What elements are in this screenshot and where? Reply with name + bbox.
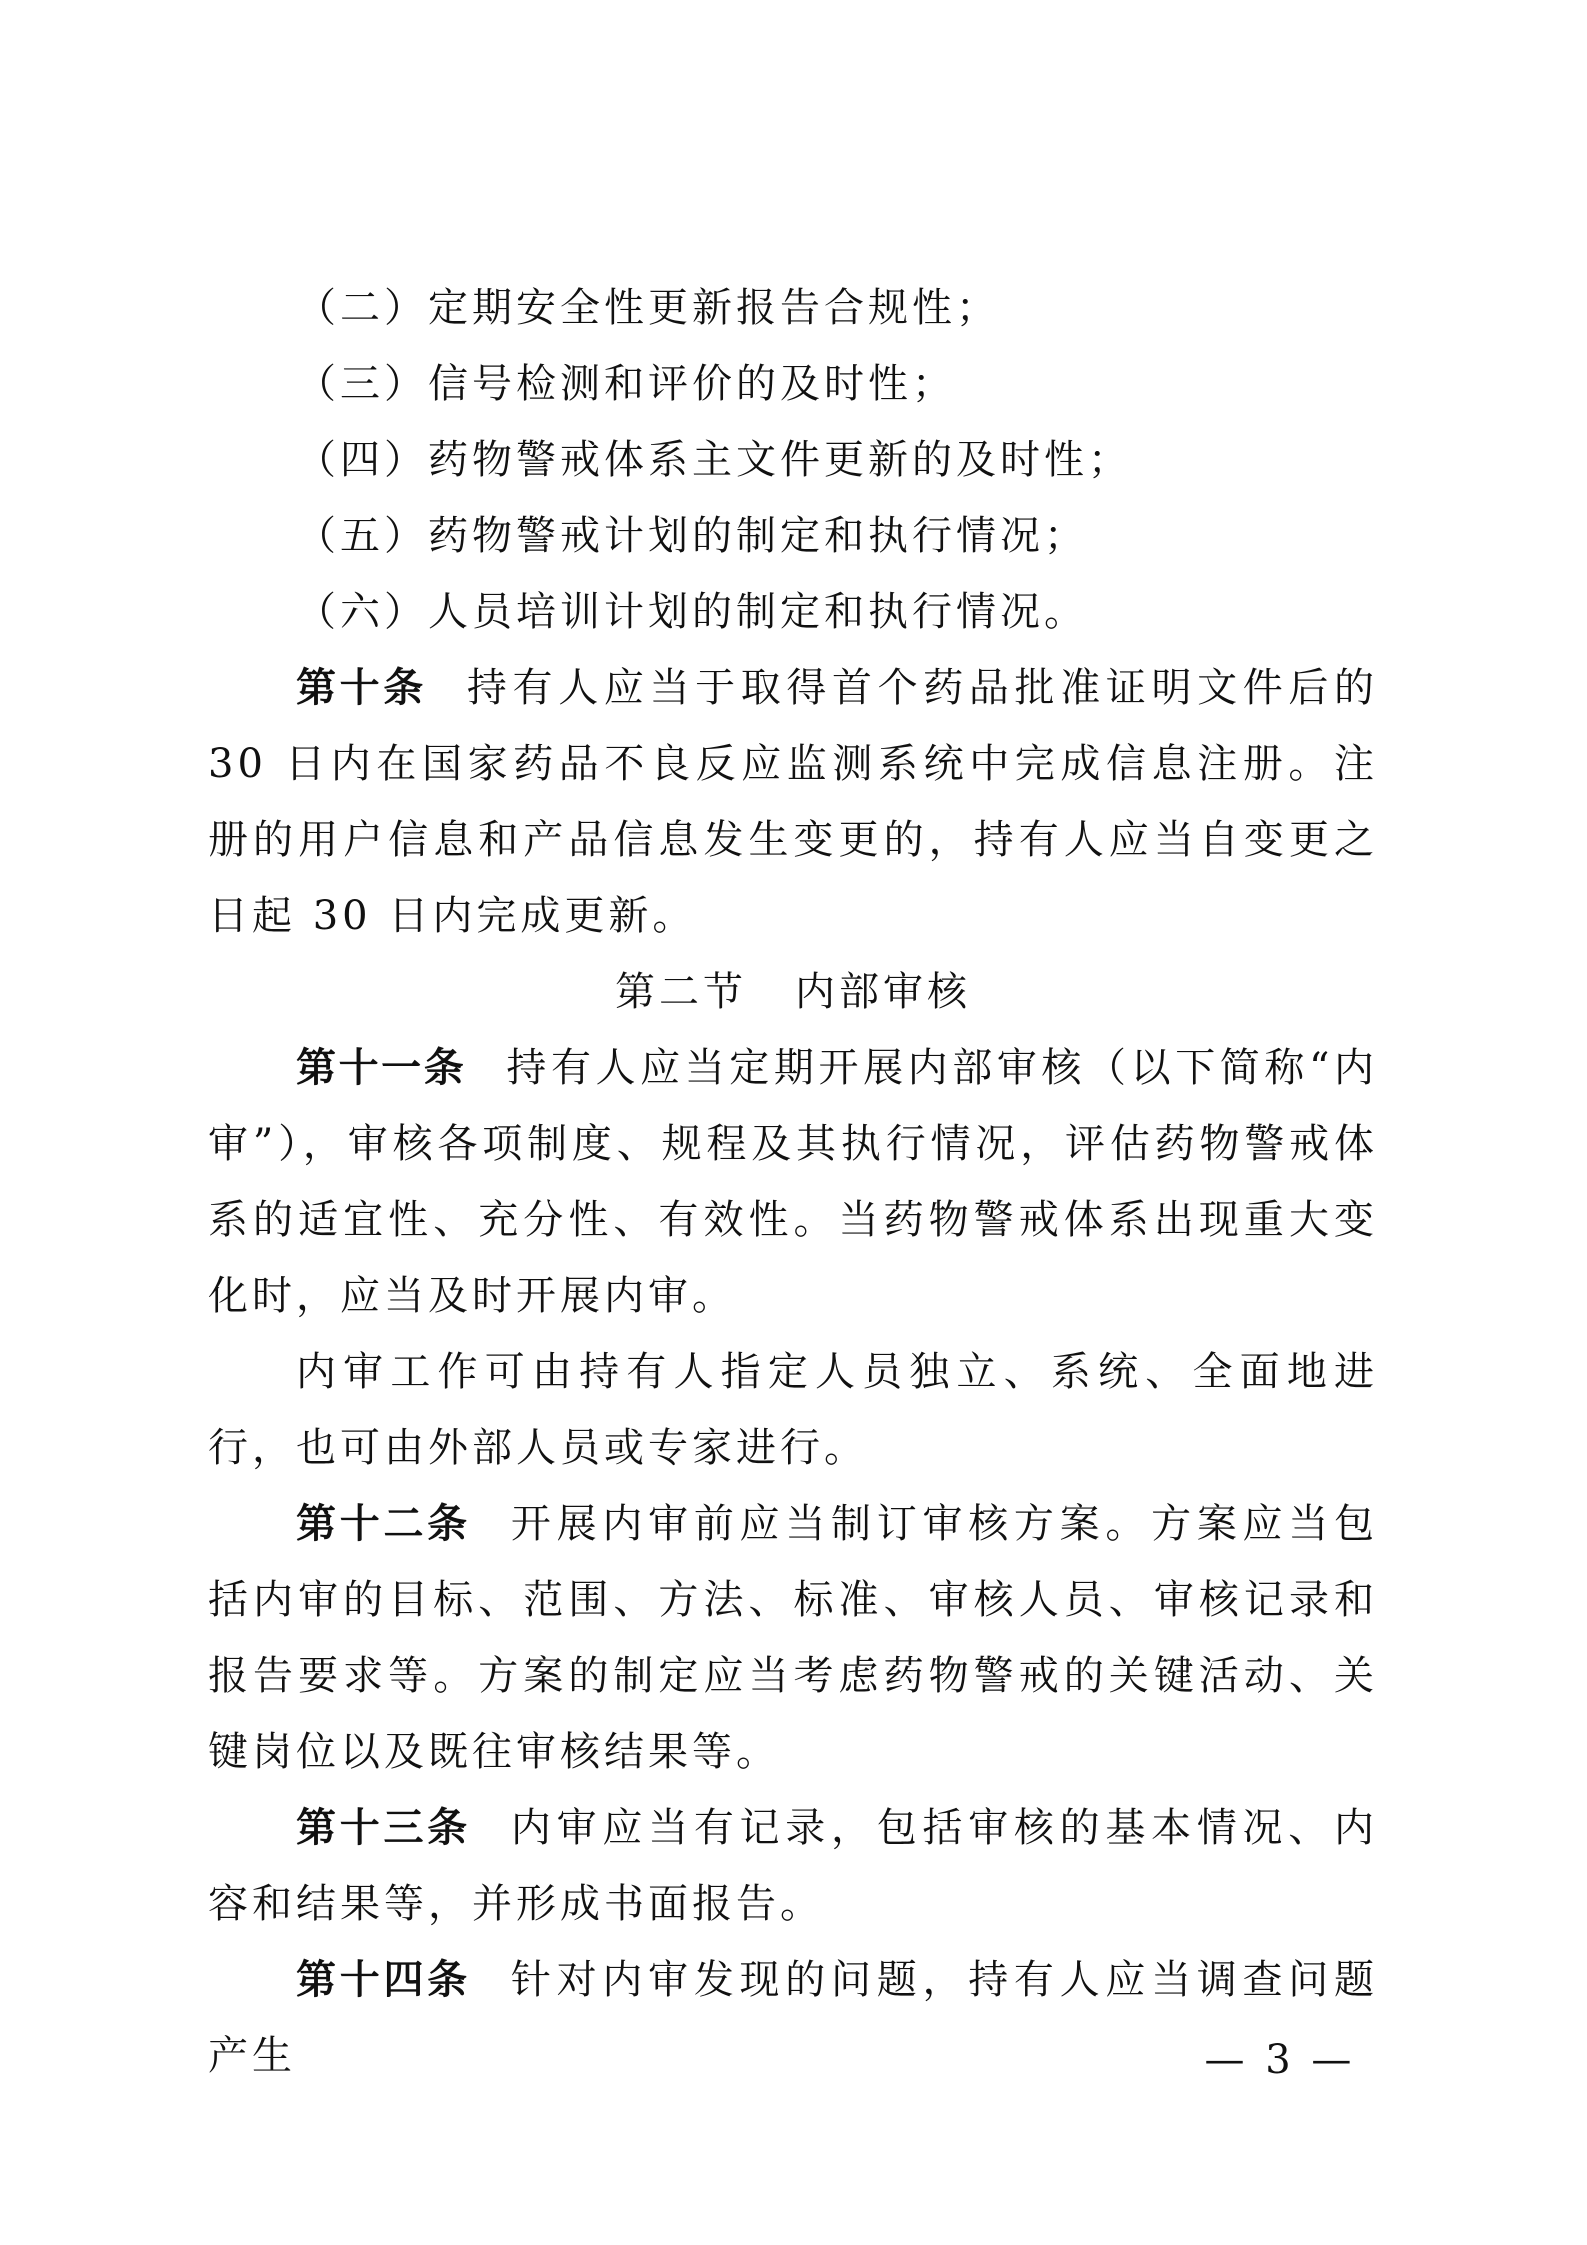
list-item-6: （六）人员培训计划的制定和执行情况。 <box>296 589 1088 635</box>
list-item-3: （三）信号检测和评价的及时性； <box>296 361 956 407</box>
article-10-text: 持有人应当于取得首个药品批准证明文件后的 30 日内在国家药品不良反应监测系统中完成信息注册。注册的用户信息和产品信息发生变更的，持有人应当自变更之日起 30 日内完成更新。 <box>208 665 1379 939</box>
list-item-4: （四）药物警戒体系主文件更新的及时性； <box>296 437 1132 483</box>
section-heading <box>208 954 1378 1030</box>
article-12-heading: 第十二条 <box>296 1501 471 1547</box>
section-number: 第二节 <box>615 969 747 1015</box>
article-14-text: 针对内审发现的问题，持有人应当调查问题产生 <box>208 1957 1379 2079</box>
document-body <box>208 270 1378 2094</box>
article-12-text: 开展内审前应当制订审核方案。方案应当包括内审的目标、范围、方法、标准、审核人员、审核记录和报告要求等。方案的制定应当考虑药物警戒的关键活动、关键岗位以及既往审核结果等。 <box>208 1501 1379 1775</box>
article-14-heading: 第十四条 <box>296 1957 471 2003</box>
article-13 <box>208 1790 1378 1942</box>
article-11-text: 持有人应当定期开展内部审核（以下简称“内审”），审核各项制度、规程及其执行情况，评估药物警戒体系的适宜性、充分性、有效性。当药物警戒体系出现重大变化时，应当及时开展内审。 <box>208 1045 1378 1319</box>
page-number: — 3 — <box>1204 2037 1356 2083</box>
article-10-heading: 第十条 <box>296 665 427 711</box>
list-item-5: （五）药物警戒计划的制定和执行情况； <box>296 513 1088 559</box>
article-11 <box>208 1030 1378 1334</box>
internal-audit-paragraph: 内审工作可由持有人指定人员独立、系统、全面地进行，也可由外部人员或专家进行。 <box>208 1349 1378 1471</box>
article-13-text: 内审应当有记录，包括审核的基本情况、内容和结果等，并形成书面报告。 <box>208 1805 1379 1927</box>
list-item-2: （二）定期安全性更新报告合规性； <box>296 285 1000 331</box>
article-12 <box>208 1486 1378 1790</box>
article-10 <box>208 650 1378 954</box>
article-13-heading: 第十三条 <box>296 1805 471 1851</box>
section-title: 内部审核 <box>795 969 971 1015</box>
article-11-heading: 第十一条 <box>296 1045 467 1091</box>
